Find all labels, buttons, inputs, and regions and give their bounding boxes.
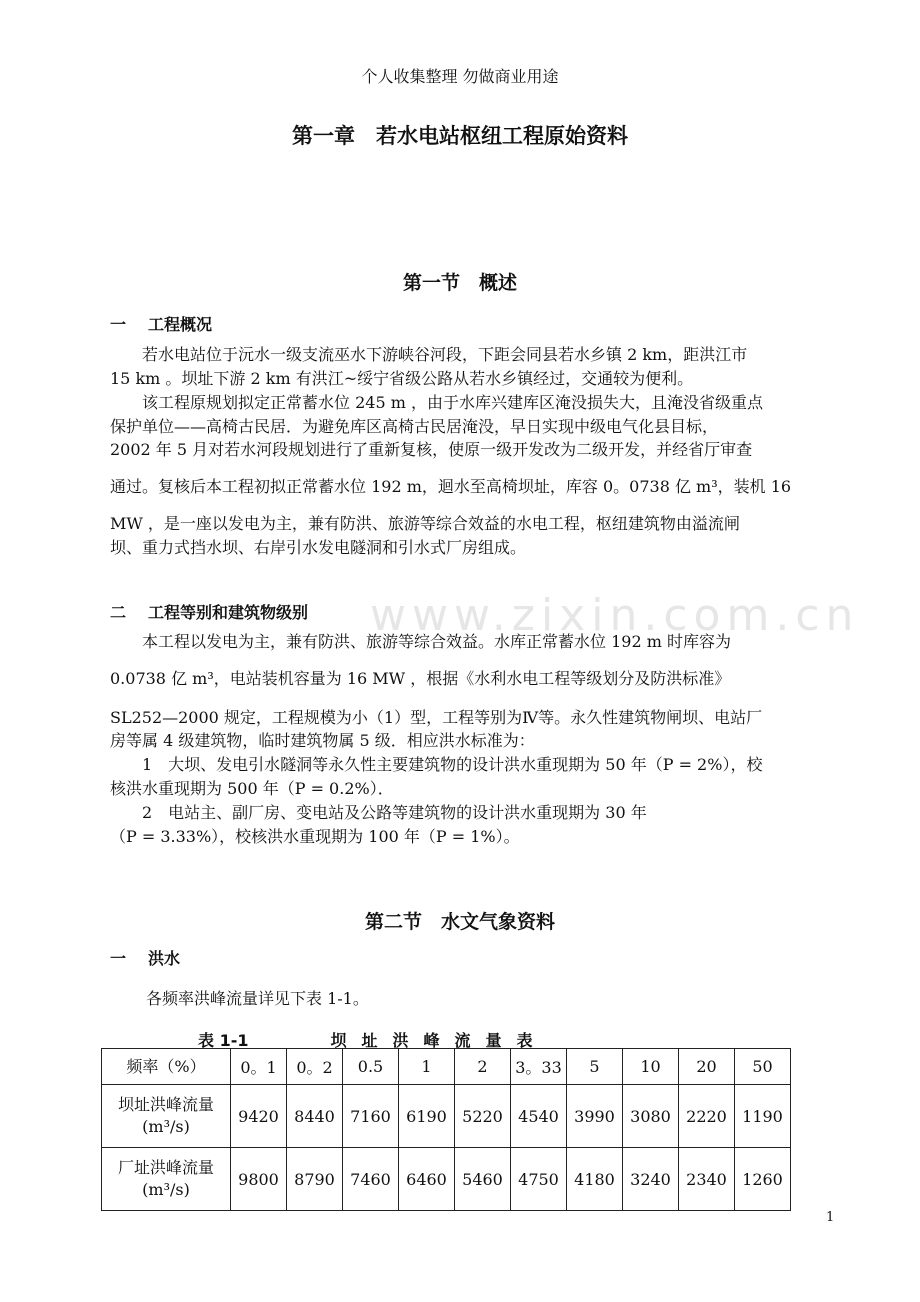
table-cell: 5460 — [455, 1148, 511, 1211]
table-header-cell: 2 — [455, 1049, 511, 1085]
paragraph-line: MW ，是一座以发电为主，兼有防洪、旅游等综合效益的水电工程，枢纽建筑物由溢流闸 — [110, 514, 740, 533]
subsection-number: 二 — [110, 603, 127, 622]
table-cell: 8440 — [287, 1085, 343, 1148]
paragraph-line: 房等属 4 级建筑物，临时建筑物属 5 级．相应洪水标准为： — [110, 731, 535, 750]
table-cell: 4540 — [511, 1085, 567, 1148]
table-cell: 1190 — [735, 1085, 791, 1148]
table-cell: 6190 — [399, 1085, 455, 1148]
paragraph-line: 2002 年 5 月对若水河段规划进行了重新复核，使原一级开发改为二级开发，并经省厅审查 — [110, 440, 753, 459]
table-cell: 3080 — [623, 1085, 679, 1148]
paragraph-line: SL252—2000 规定，工程规模为小（1）型，工程等别为Ⅳ等。永久性建筑物闸坝、电站厂 — [110, 708, 763, 727]
page-header: 个人收集整理 勿做商业用途 — [361, 67, 559, 86]
table-cell: 1260 — [735, 1148, 791, 1211]
table-intro: 各频率洪峰流量详见下表 1-1。 — [146, 989, 369, 1008]
subsection-number: 一 — [110, 315, 127, 334]
table-cell: 2220 — [679, 1085, 735, 1148]
table-cell: 4750 — [511, 1148, 567, 1211]
table-cell: 9800 — [231, 1148, 287, 1211]
table-label: 表 1-1 — [198, 1031, 249, 1050]
table-cell: 3990 — [567, 1085, 623, 1148]
table-header-cell: 20 — [679, 1049, 735, 1085]
table-header-cell: 5 — [567, 1049, 623, 1085]
paragraph-line: 本工程以发电为主，兼有防洪、旅游等综合效益。水库正常蓄水位 192 m 时库容为 — [110, 632, 731, 651]
row-label-text: 坝址洪峰流量 — [117, 1095, 214, 1114]
table-cell: 3240 — [623, 1148, 679, 1211]
subsection-title: 工程概况 — [148, 315, 213, 334]
paragraph-line: 该工程原规划拟定正常蓄水位 245 m ，由于水库兴建库区淹没损失大，且淹没省级重点 — [110, 393, 763, 412]
subsection-number: 一 — [110, 949, 127, 968]
table-header-row — [102, 1049, 791, 1085]
paragraph-line: 1 大坝、发电引水隧洞等永久性主要建筑物的设计洪水重现期为 50 年（P = 2%），校 — [110, 755, 763, 774]
paragraph-line: 通过。复核后本工程初拟正常蓄水位 192 m，迴水至高椅坝址，库容 0。0738 亿 m³，装机 16 — [110, 477, 792, 496]
table-header-cell: 0.5 — [343, 1049, 399, 1085]
table-header-cell: 1 — [399, 1049, 455, 1085]
paragraph-line: 2 电站主、副厂房、变电站及公路等建筑物的设计洪水重现期为 30 年 — [110, 803, 647, 822]
table-header-cell: 10 — [623, 1049, 679, 1085]
paragraph-line: 坝、重力式挡水坝、右岸引水发电隧洞和引水式厂房组成。 — [110, 538, 527, 557]
table-header-cell: 3。33 — [511, 1049, 567, 1085]
table-name: 坝址洪峰流量表 — [330, 1031, 548, 1050]
watermark: www.zixin.com.cn — [370, 590, 860, 641]
chapter-title: 第一章 若水电站枢纽工程原始资料 — [292, 124, 628, 148]
paragraph-line: 保护单位——高椅古民居．为避免库区高椅古民居淹没，早日实现中级电气化县目标， — [110, 417, 719, 436]
page-number: 1 — [826, 1210, 835, 1225]
subsection-title: 工程等别和建筑物级别 — [148, 603, 309, 622]
table-header-cell: 50 — [735, 1049, 791, 1085]
table-cell: 2340 — [679, 1148, 735, 1211]
table-header-cell: 0。1 — [231, 1049, 287, 1085]
subsection-1-2-heading — [110, 600, 308, 623]
table-cell: 9420 — [231, 1085, 287, 1148]
paragraph-line: （P = 3.33%），校核洪水重现期为 100 年（P = 1%）。 — [110, 827, 520, 846]
table-cell: 6460 — [399, 1148, 455, 1211]
row-label-unit: (m³/s) — [142, 1180, 190, 1199]
paragraph-line: 0.0738 亿 m³，电站装机容量为 16 MW ，根据《水利水电工程等级划分及防洪标准》 — [110, 669, 731, 688]
table-row-label — [102, 1085, 231, 1148]
paragraph-line: 核洪水重现期为 500 年（P = 0.2%）． — [110, 779, 394, 798]
table-cell: 5220 — [455, 1085, 511, 1148]
table-row — [102, 1085, 791, 1148]
table-row-label — [102, 1148, 231, 1211]
paragraph-line: 15 km 。坝址下游 2 km 有洪江~绥宁省级公路从若水乡镇经过，交通较为便利。 — [110, 369, 694, 388]
table-row — [102, 1148, 791, 1211]
paragraph-line: 若水电站位于沅水一级支流巫水下游峡谷河段，下距会同县若水乡镇 2 km，距洪江市 — [110, 345, 748, 364]
subsection-title: 洪水 — [148, 949, 181, 968]
section-1-title: 第一节 概述 — [402, 272, 517, 294]
section-2-title: 第二节 水文气象资料 — [364, 911, 555, 933]
subsection-1-1-heading — [110, 312, 212, 335]
flood-peak-table — [101, 1048, 791, 1211]
table-cell: 4180 — [567, 1148, 623, 1211]
table-header-cell: 频率（%） — [102, 1049, 231, 1085]
row-label-text: 厂址洪峰流量 — [117, 1158, 214, 1177]
table-cell: 8790 — [287, 1148, 343, 1211]
table-cell: 7160 — [343, 1085, 399, 1148]
table-header-cell: 0。2 — [287, 1049, 343, 1085]
row-label-unit: (m³/s) — [142, 1117, 190, 1136]
subsection-2-1-heading — [110, 946, 180, 969]
table-cell: 7460 — [343, 1148, 399, 1211]
